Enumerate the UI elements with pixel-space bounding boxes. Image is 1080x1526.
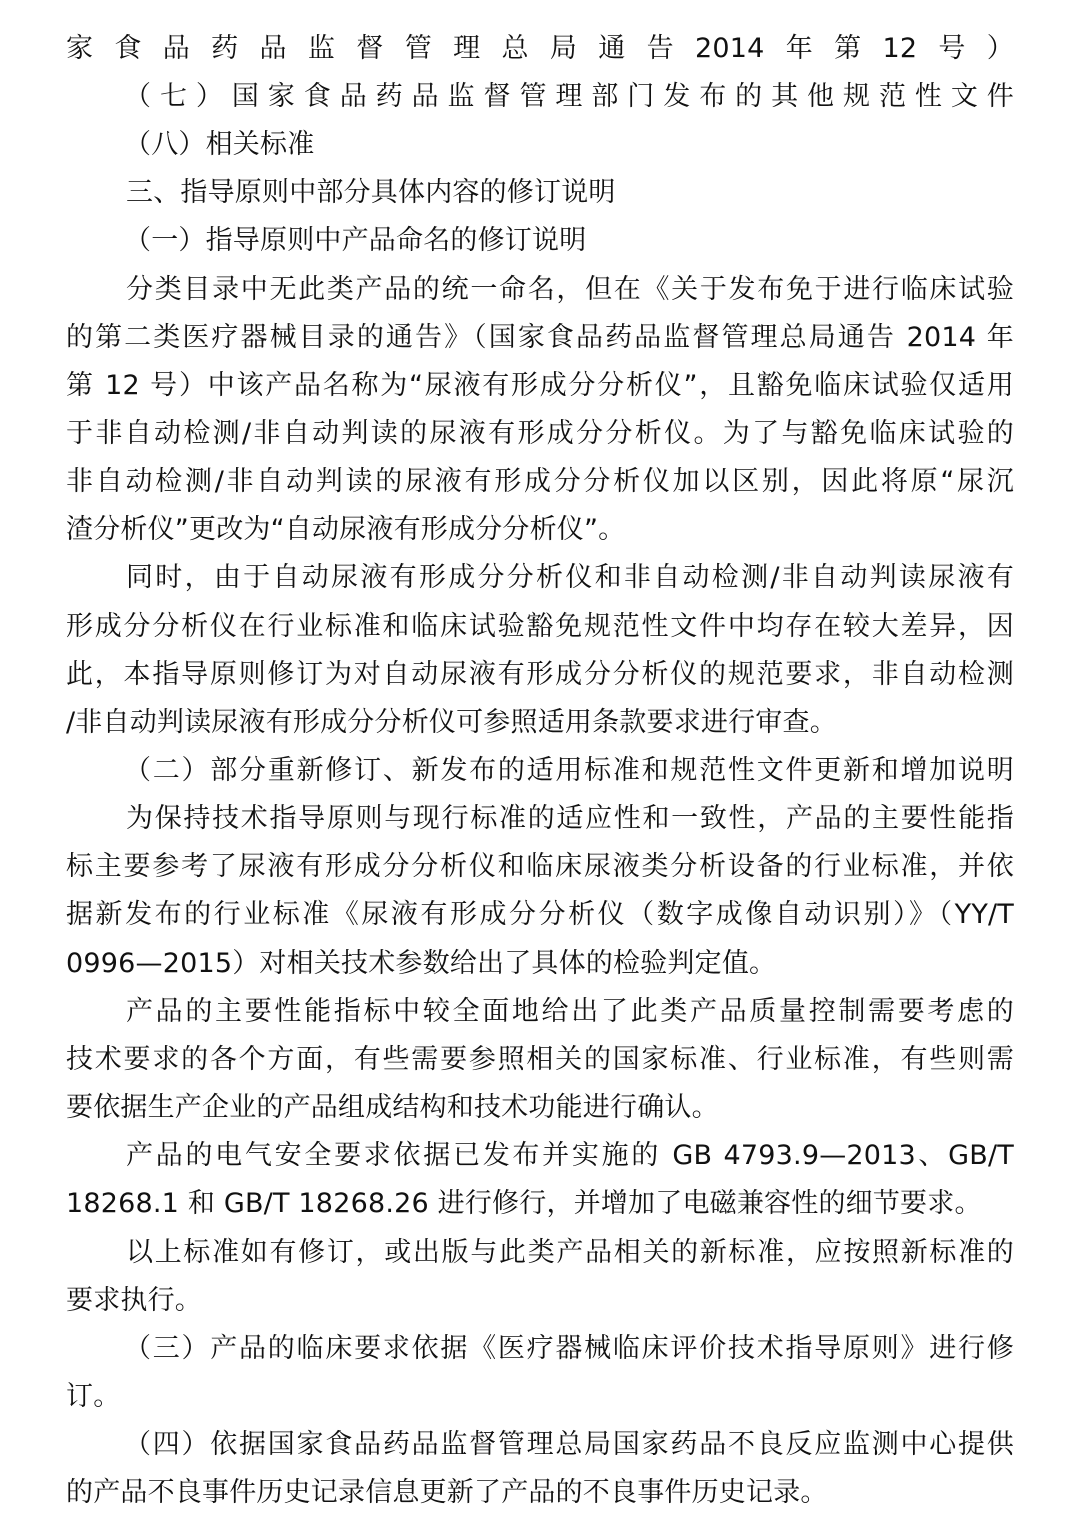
text-line-21: 产品的主要性能指标中较全面地给出了此类产品质量控制需要考虑的 [126,996,1014,1027]
text-line-7: 的第二类医疗器械目录的通告》（国家食品药品监督管理总局通告 2014 年 [66,322,1014,353]
text-line-10: 非自动检测/非自动判读的尿液有形成分分析仪加以区别，因此将原“尿沉 [66,466,1014,497]
text-line-9: 于非自动检测/非自动判读的尿液有形成分分析仪。为了与豁免临床试验的 [66,418,1014,449]
subsection-heading: （一）指导原则中产品命名的修订说明 [124,225,587,256]
text-line-22: 技术要求的各个方面，有些需要参照相关的国家标准、行业标准，有些则需 [66,1044,1014,1075]
text-line-31: 的产品不良事件历史记录信息更新了产品的不良事件历史记录。 [66,1477,828,1508]
text-line-11: 渣分析仪”更改为“自动尿液有形成分分析仪”。 [66,514,626,545]
text-line-15: /非自动判读尿液有形成分分析仪可参照适用条款要求进行审查。 [66,707,837,738]
text-line-27: 要求执行。 [66,1285,202,1316]
subsection-heading-4: （四）依据国家食品药品监督管理总局国家药品不良反应监测中心提供 [124,1429,1014,1460]
text-line-23: 要依据生产企业的产品组成结构和技术功能进行确认。 [66,1092,719,1123]
section-heading: 三、指导原则中部分具体内容的修订说明 [126,177,616,208]
text-line-26: 以上标准如有修订，或出版与此类产品相关的新标准，应按照新标准的 [126,1237,1014,1268]
text-line-25: 18268.1 和 GB/T 18268.26 进行修行，并增加了电磁兼容性的细节要求。 [66,1188,982,1219]
text-line-24: 产品的电气安全要求依据已发布并实施的 GB 4793.9—2013、GB/T [126,1140,1014,1171]
text-line-6: 分类目录中无此类产品的统一命名，但在《关于发布免于进行临床试验 [126,274,1014,305]
text-line-14: 此，本指导原则修订为对自动尿液有形成分分析仪的规范要求，非自动检测 [66,659,1014,690]
text-line-12: 同时，由于自动尿液有形成分分析仪和非自动检测/非自动判读尿液有 [126,562,1014,593]
text-line-1: 家食品药品监督管理总局通告2014年第12号） [66,33,1014,64]
text-line-20: 0996—2015）对相关技术参数给出了具体的检验判定值。 [66,948,777,979]
text-line-8: 第 12 号）中该产品名称为“尿液有形成分分析仪”，且豁免临床试验仅适用 [66,370,1014,401]
text-line-18: 标主要参考了尿液有形成分分析仪和临床尿液类分析设备的行业标准，并依 [66,851,1014,882]
text-line-2: （七）国家食品药品监督管理部门发布的其他规范性文件 [124,81,1014,112]
text-line-13: 形成分分析仪在行业标准和临床试验豁免规范性文件中均存在较大差异，因 [66,611,1014,642]
text-line-17: 为保持技术指导原则与现行标准的适应性和一致性，产品的主要性能指 [126,803,1014,834]
text-line-19: 据新发布的行业标准《尿液有形成分分析仪（数字成像自动识别）》（YY/T [66,899,1014,930]
subsection-heading-3: （三）产品的临床要求依据《医疗器械临床评价技术指导原则》进行修 [124,1333,1014,1364]
text-line-3: （八）相关标准 [124,129,315,160]
subsection-heading-2: （二）部分重新修订、新发布的适用标准和规范性文件更新和增加说明 [124,755,1014,786]
text-line-29: 订。 [66,1381,121,1412]
